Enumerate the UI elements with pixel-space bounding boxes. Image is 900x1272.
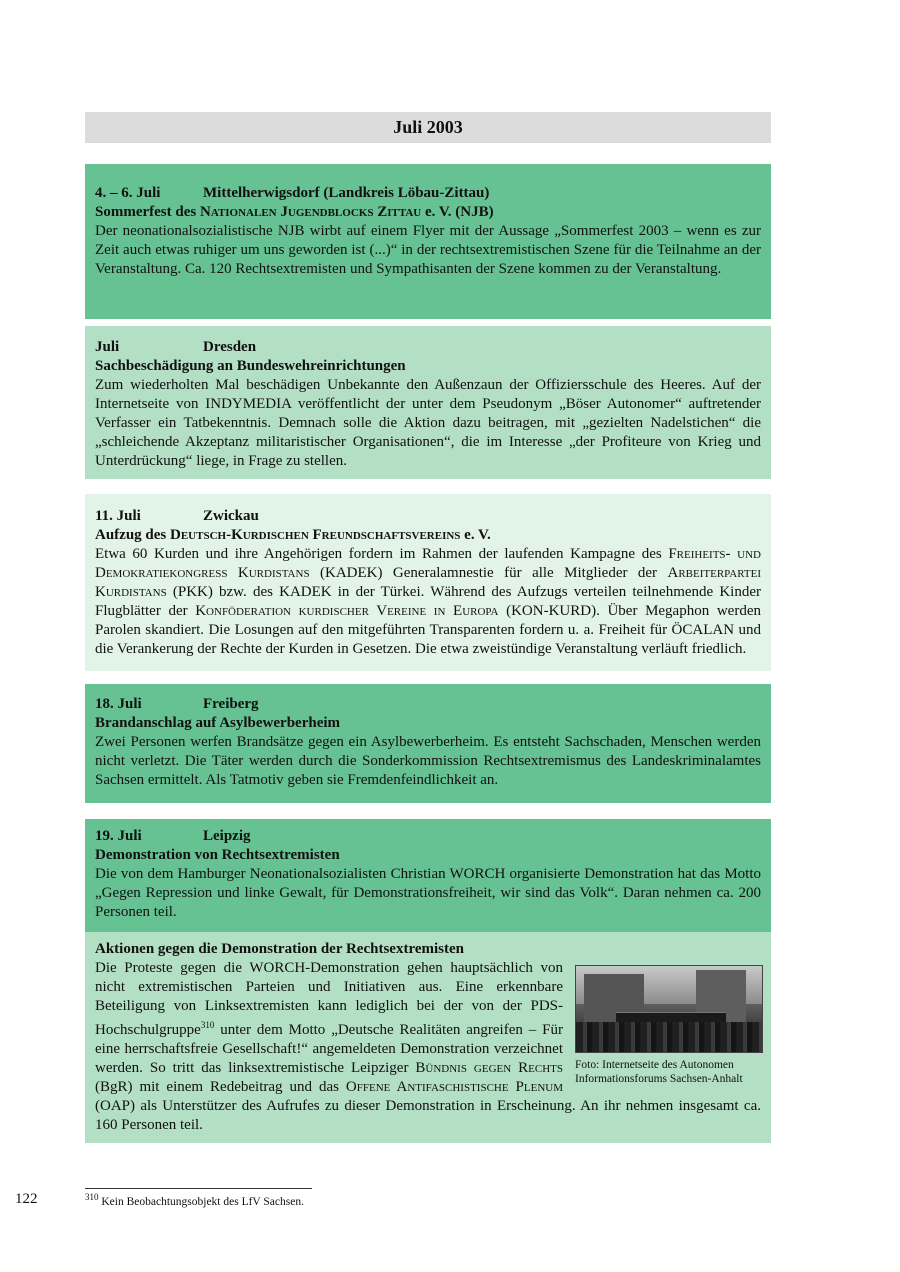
event-entry	[85, 164, 771, 319]
event-entry	[85, 494, 771, 671]
event-place: Leipzig	[203, 828, 251, 844]
event-header	[95, 507, 761, 526]
event-place: Zwickau	[203, 508, 259, 524]
event-body: Etwa 60 Kurden und ihre Angehörigen fordern im Rahmen der laufenden Kampagne des Freiheits- und Demokratiekongress Kurdistans (KADEK) Generalamnestie für alle Mitglieder der Arbeiterpartei Kurdistans (PKK) bzw. des KADEK in der Türkei. Während des Aufzugs verteilen teilnehmende Kinder Flugblätter der Konföderation kurdischer Vereine in Europa (KON-KURD). Über Megaphon werden Parolen skandiert. Die Losungen auf den mitgeführten Transparenten fordern u. a. Freiheit für ÖCALAN und die Verankerung der Rechte der Kurden in Gesetzen. Die etwa zweistündige Veranstaltung verläuft friedlich.	[95, 546, 761, 657]
event-body: Zum wiederholten Mal beschädigen Unbekannte den Außenzaun der Offiziersschule des Heeres. Auf der Internetseite von INDYMEDIA veröffentlicht der unter dem Pseudonym „Böser Autonomer“ auftretender Verfasser ein Tatbekenntnis. Demnach solle die Aktion dazu beitragen, mit „gezielten Nadelstichen“ die „schleichende Akzeptanz militaristischer Organisationen“, die im Interesse „der Profiteure von Krieg und Unterdrückung“ liege, in Frage zu stellen.	[95, 377, 761, 469]
event-date: 4. – 6. Juli	[95, 185, 161, 201]
event-header	[95, 184, 761, 203]
event-date: Juli	[95, 339, 120, 355]
event-entry	[85, 819, 771, 937]
page-number: 122	[15, 1191, 38, 1207]
event-date: 18. Juli	[95, 696, 142, 712]
event-place: Dresden	[203, 339, 257, 355]
event-title: Brandanschlag auf Asylbewerberheim	[95, 715, 341, 731]
event-date: 11. Juli	[95, 508, 141, 524]
event-place: Mittelherwigsdorf (Landkreis Löbau-Zittau)	[203, 185, 490, 201]
footnote-reference: 310	[200, 1020, 215, 1030]
event-title: Sommerfest des Nationalen Jugendblocks Zittau e. V. (NJB)	[95, 204, 494, 220]
subsection-title: Aktionen gegen die Demonstration der Rechtsextremisten	[95, 941, 464, 957]
event-header	[95, 338, 761, 357]
footnote	[85, 1192, 304, 1208]
event-entry	[85, 326, 771, 479]
event-place: Freiberg	[203, 696, 259, 712]
event-subsection	[85, 932, 771, 1143]
event-title: Demonstration von Rechtsextremisten	[95, 847, 340, 863]
event-body: Der neonationalsozialistische NJB wirbt auf einem Flyer mit der Aussage „Sommerfest 2003 – wenn es zur Zeit auch etwas ruhiger um uns geworden ist (...)“ in der rechtsextremistischen Szene für die Teilnahme an der Veranstaltung. Ca. 120 Rechtsextremisten und Sympathisanten der Szene kommen zu der Veranstaltung.	[95, 223, 761, 277]
event-entry	[85, 684, 771, 803]
demonstration-photo	[575, 965, 763, 1053]
event-header	[95, 827, 761, 846]
event-header	[95, 695, 761, 714]
footnote-number: 310	[85, 1192, 99, 1202]
event-body: Zwei Personen werfen Brandsätze gegen ein Asylbewerberheim. Es entsteht Sachschaden, Menschen werden nicht verletzt. Die Täter werden durch die Sonderkommission Rechtsextremismus des Landeskriminalamtes Sachsen ermittelt. Als Tatmotiv geben sie Fremdenfeindlichkeit an.	[95, 734, 761, 788]
event-date: 19. Juli	[95, 828, 142, 844]
footnote-divider	[85, 1188, 312, 1189]
event-body: Die von dem Hamburger Neonationalsozialisten Christian WORCH organisierte Demonstration hat das Motto „Gegen Repression und linke Gewalt, für Demonstrationsfreiheit, wir sind das Volk“. Daran nehmen ca. 200 Personen teil.	[95, 866, 761, 920]
footnote-text: Kein Beobachtungsobjekt des LfV Sachsen.	[101, 1195, 304, 1208]
event-title: Aufzug des Deutsch-Kurdischen Freundschaftsvereins e. V.	[95, 527, 491, 543]
month-header: Juli 2003	[85, 112, 771, 143]
event-title: Sachbeschädigung an Bundeswehreinrichtungen	[95, 358, 406, 374]
photo-figure	[575, 965, 761, 1086]
photo-caption: Foto: Internetseite des Autonomen Informationsforums Sachsen-Anhalt	[575, 1059, 743, 1085]
subsection-body: Die Proteste gegen die WORCH-Demonstration gehen hauptsächlich von nicht extremistischen Parteien und Initiativen aus. Eine erkennbare Beteiligung von Linksextremisten kann lediglich bei der von der PDS-Hochschulgruppe$^{310}$ unter dem Motto „Deutsche Realitäten angreifen – Für eine herrschaftsfreie Gesellschaft!“ angemeldeten Demonstration verzeichnet werden. So tritt das linksextremistische Leipziger Bündnis gegen Rechts (BgR) mit einem Redebeitrag und das Offene Antifaschistische Plenum (OAP) als Unterstützer des Aufrufes zu dieser Demonstration in Erscheinung. An ihr nehmen insgesamt ca. 160 Personen teil.	[95, 960, 761, 1133]
